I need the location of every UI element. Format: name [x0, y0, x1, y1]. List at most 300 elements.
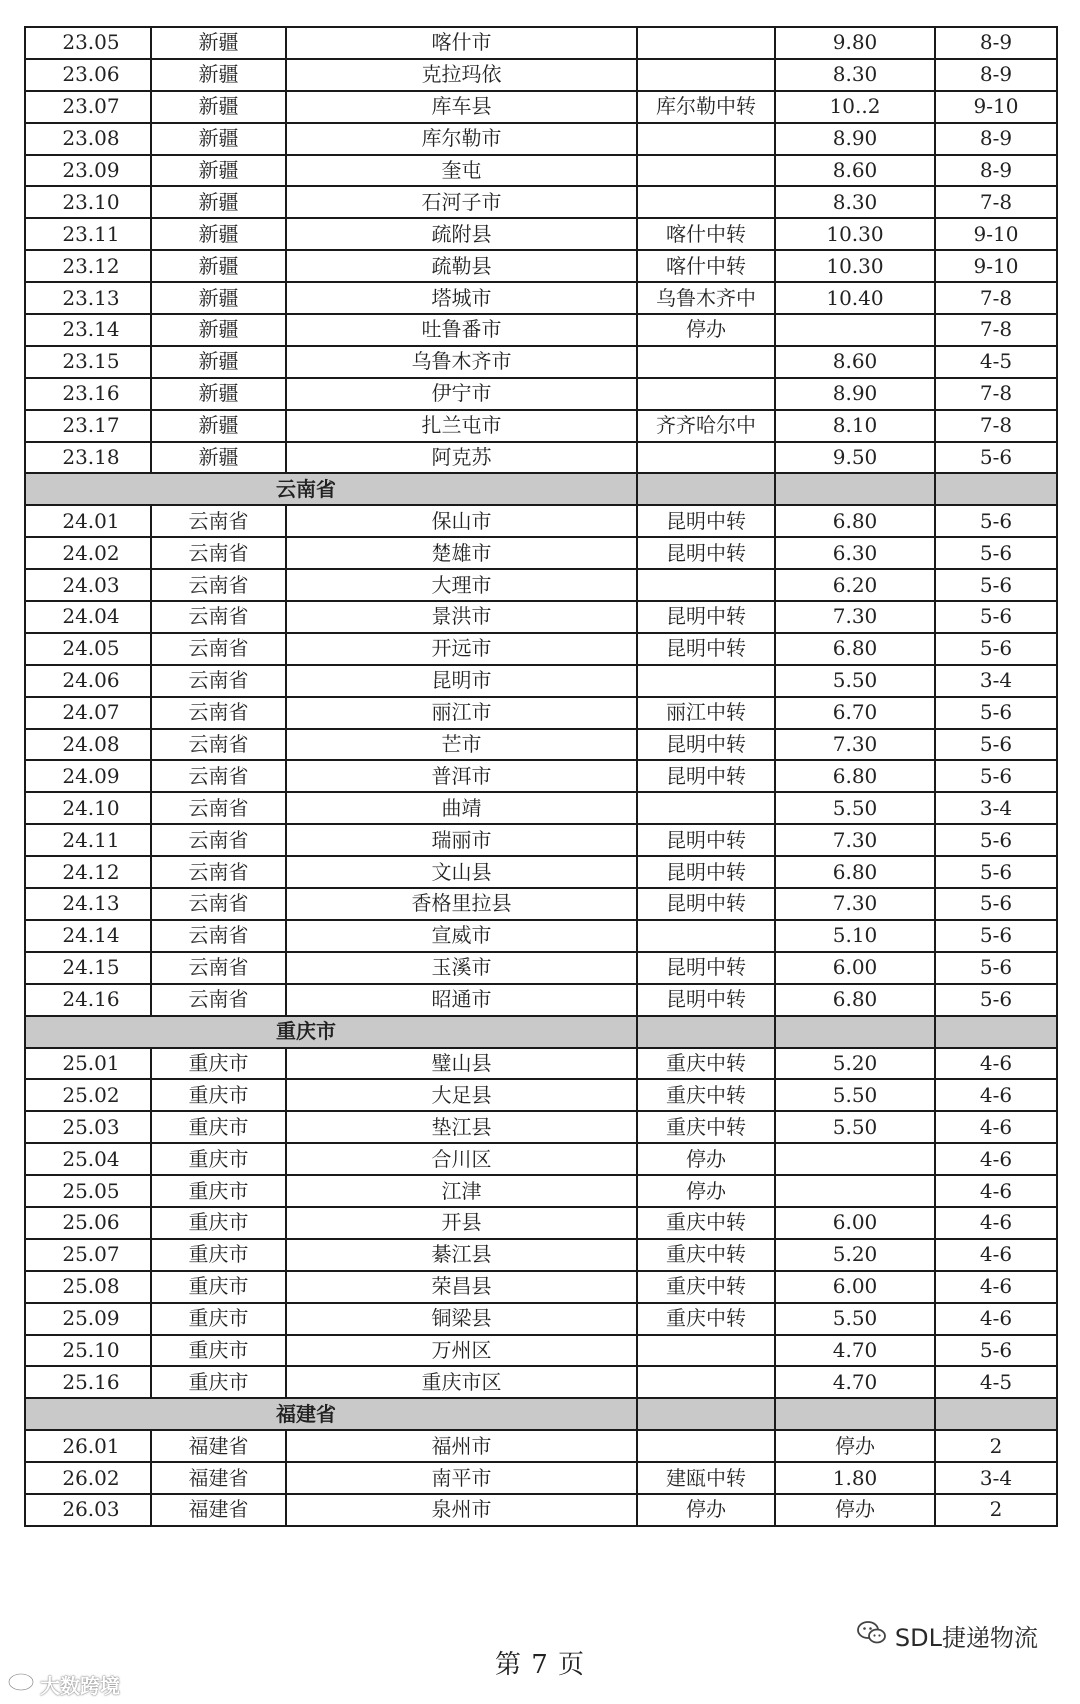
- city-cell: 丽江市: [286, 697, 637, 729]
- price-cell: 4.70: [775, 1366, 935, 1398]
- province-cell: 福建省: [151, 1494, 286, 1526]
- days-cell: 5-6: [935, 697, 1057, 729]
- transit-cell: [637, 1335, 775, 1367]
- province-cell: 新疆: [151, 186, 286, 218]
- code-cell: 24.08: [25, 729, 151, 761]
- city-cell: 芒市: [286, 729, 637, 761]
- transit-cell: 停办: [637, 1494, 775, 1526]
- transit-cell: 停办: [637, 1143, 775, 1175]
- province-cell: 重庆市: [151, 1111, 286, 1143]
- table-row: [25, 442, 1057, 474]
- code-cell: 24.07: [25, 697, 151, 729]
- code-cell: 24.04: [25, 601, 151, 633]
- province-cell: 新疆: [151, 250, 286, 282]
- table-row: [25, 1143, 1057, 1175]
- province-cell: 新疆: [151, 282, 286, 314]
- province-cell: 新疆: [151, 91, 286, 123]
- days-cell: 9-10: [935, 91, 1057, 123]
- transit-cell: 重庆中转: [637, 1111, 775, 1143]
- code-cell: 25.04: [25, 1143, 151, 1175]
- price-cell: 10.40: [775, 282, 935, 314]
- code-cell: 25.01: [25, 1048, 151, 1080]
- province-cell: 云南省: [151, 760, 286, 792]
- section-empty-cell: [775, 1016, 935, 1048]
- table-row: [25, 1048, 1057, 1080]
- section-header-row: [25, 1016, 1057, 1048]
- code-cell: 23.14: [25, 314, 151, 346]
- province-cell: 云南省: [151, 633, 286, 665]
- code-cell: 26.03: [25, 1494, 151, 1526]
- province-cell: 新疆: [151, 314, 286, 346]
- days-cell: 5-6: [935, 505, 1057, 537]
- province-cell: 重庆市: [151, 1048, 286, 1080]
- city-cell: 重庆市区: [286, 1366, 637, 1398]
- city-cell: 开县: [286, 1207, 637, 1239]
- code-cell: 25.10: [25, 1335, 151, 1367]
- city-cell: 吐鲁番市: [286, 314, 637, 346]
- price-cell: 6.70: [775, 697, 935, 729]
- code-cell: 25.02: [25, 1079, 151, 1111]
- code-cell: 25.05: [25, 1175, 151, 1207]
- price-cell: 7.30: [775, 824, 935, 856]
- transit-cell: 丽江中转: [637, 697, 775, 729]
- section-header-row: [25, 1398, 1057, 1430]
- days-cell: 9-10: [935, 250, 1057, 282]
- table-row: [25, 1271, 1057, 1303]
- code-cell: 23.16: [25, 378, 151, 410]
- days-cell: 4-6: [935, 1079, 1057, 1111]
- transit-cell: 停办: [637, 1175, 775, 1207]
- transit-cell: 昆明中转: [637, 601, 775, 633]
- days-cell: 5-6: [935, 760, 1057, 792]
- days-cell: 7-8: [935, 410, 1057, 442]
- city-cell: 合川区: [286, 1143, 637, 1175]
- table-row: [25, 1366, 1057, 1398]
- table-row: [25, 59, 1057, 91]
- days-cell: 9-10: [935, 218, 1057, 250]
- days-cell: 5-6: [935, 569, 1057, 601]
- code-cell: 23.07: [25, 91, 151, 123]
- days-cell: 5-6: [935, 856, 1057, 888]
- price-cell: 8.60: [775, 155, 935, 187]
- table-row: [25, 91, 1057, 123]
- transit-cell: [637, 27, 775, 59]
- price-cell: 5.50: [775, 665, 935, 697]
- province-cell: 重庆市: [151, 1271, 286, 1303]
- days-cell: 2: [935, 1494, 1057, 1526]
- days-cell: 5-6: [935, 729, 1057, 761]
- transit-cell: 库尔勒中转: [637, 91, 775, 123]
- province-cell: 新疆: [151, 346, 286, 378]
- transit-cell: 喀什中转: [637, 218, 775, 250]
- code-cell: 24.01: [25, 505, 151, 537]
- code-cell: 23.06: [25, 59, 151, 91]
- province-cell: 新疆: [151, 410, 286, 442]
- table-row: [25, 856, 1057, 888]
- code-cell: 24.11: [25, 824, 151, 856]
- table-row: [25, 888, 1057, 920]
- table-row: [25, 378, 1057, 410]
- table-row: [25, 1494, 1057, 1526]
- city-cell: 瑞丽市: [286, 824, 637, 856]
- table-row: [25, 1430, 1057, 1462]
- transit-cell: 重庆中转: [637, 1079, 775, 1111]
- city-cell: 大足县: [286, 1079, 637, 1111]
- province-cell: 重庆市: [151, 1239, 286, 1271]
- province-cell: 重庆市: [151, 1079, 286, 1111]
- city-cell: 大理市: [286, 569, 637, 601]
- transit-cell: 重庆中转: [637, 1303, 775, 1335]
- code-cell: 25.03: [25, 1111, 151, 1143]
- city-cell: 景洪市: [286, 601, 637, 633]
- price-cell: 9.50: [775, 442, 935, 474]
- days-cell: 3-4: [935, 665, 1057, 697]
- table-row: [25, 601, 1057, 633]
- watermark-left: [6, 1670, 120, 1699]
- transit-cell: [637, 1430, 775, 1462]
- wechat-icon: [857, 1620, 887, 1652]
- days-cell: 5-6: [935, 537, 1057, 569]
- days-cell: 4-6: [935, 1175, 1057, 1207]
- code-cell: 26.01: [25, 1430, 151, 1462]
- province-cell: 云南省: [151, 569, 286, 601]
- code-cell: 24.16: [25, 984, 151, 1016]
- transit-cell: 昆明中转: [637, 888, 775, 920]
- province-cell: 云南省: [151, 952, 286, 984]
- code-cell: 25.08: [25, 1271, 151, 1303]
- watermark-right-text: SDL捷递物流: [894, 1624, 1038, 1652]
- city-cell: 喀什市: [286, 27, 637, 59]
- city-cell: 福州市: [286, 1430, 637, 1462]
- code-cell: 23.05: [25, 27, 151, 59]
- table-row: [25, 984, 1057, 1016]
- table-row: [25, 314, 1057, 346]
- transit-cell: [637, 442, 775, 474]
- province-cell: 云南省: [151, 920, 286, 952]
- days-cell: 3-4: [935, 792, 1057, 824]
- code-cell: 23.11: [25, 218, 151, 250]
- days-cell: 4-6: [935, 1048, 1057, 1080]
- city-cell: 库车县: [286, 91, 637, 123]
- code-cell: 25.07: [25, 1239, 151, 1271]
- code-cell: 24.10: [25, 792, 151, 824]
- province-cell: 云南省: [151, 984, 286, 1016]
- price-cell: 5.50: [775, 792, 935, 824]
- transit-cell: 停办: [637, 314, 775, 346]
- city-cell: 开远市: [286, 633, 637, 665]
- price-cell: 1.80: [775, 1462, 935, 1494]
- transit-cell: 昆明中转: [637, 505, 775, 537]
- price-cell: 6.80: [775, 760, 935, 792]
- code-cell: 24.03: [25, 569, 151, 601]
- days-cell: 7-8: [935, 186, 1057, 218]
- transit-cell: 昆明中转: [637, 952, 775, 984]
- section-empty-cell: [775, 1398, 935, 1430]
- transit-cell: 昆明中转: [637, 984, 775, 1016]
- price-cell: [775, 314, 935, 346]
- table-row: [25, 282, 1057, 314]
- province-cell: 云南省: [151, 888, 286, 920]
- price-cell: 5.20: [775, 1239, 935, 1271]
- transit-cell: 乌鲁木齐中: [637, 282, 775, 314]
- price-cell: 6.80: [775, 505, 935, 537]
- city-cell: 扎兰屯市: [286, 410, 637, 442]
- days-cell: 4-6: [935, 1239, 1057, 1271]
- city-cell: 阿克苏: [286, 442, 637, 474]
- price-cell: 5.50: [775, 1111, 935, 1143]
- table-row: [25, 1303, 1057, 1335]
- code-cell: 24.14: [25, 920, 151, 952]
- price-cell: 9.80: [775, 27, 935, 59]
- code-cell: 23.15: [25, 346, 151, 378]
- days-cell: 8-9: [935, 123, 1057, 155]
- table-row: [25, 218, 1057, 250]
- province-cell: 新疆: [151, 378, 286, 410]
- city-cell: 璧山县: [286, 1048, 637, 1080]
- city-cell: 荣昌县: [286, 1271, 637, 1303]
- section-title: 云南省: [25, 473, 637, 505]
- section-empty-cell: [935, 1398, 1057, 1430]
- province-cell: 云南省: [151, 665, 286, 697]
- price-cell: 4.70: [775, 1335, 935, 1367]
- province-cell: 云南省: [151, 824, 286, 856]
- section-empty-cell: [935, 1016, 1057, 1048]
- city-cell: 綦江县: [286, 1239, 637, 1271]
- days-cell: 8-9: [935, 27, 1057, 59]
- days-cell: 3-4: [935, 1462, 1057, 1494]
- table-row: [25, 792, 1057, 824]
- province-cell: 云南省: [151, 792, 286, 824]
- price-cell: 10..2: [775, 91, 935, 123]
- section-empty-cell: [637, 473, 775, 505]
- code-cell: 24.05: [25, 633, 151, 665]
- transit-cell: 昆明中转: [637, 633, 775, 665]
- table-row: [25, 155, 1057, 187]
- code-cell: 26.02: [25, 1462, 151, 1494]
- province-cell: 重庆市: [151, 1303, 286, 1335]
- transit-cell: 齐齐哈尔中: [637, 410, 775, 442]
- code-cell: 23.12: [25, 250, 151, 282]
- days-cell: 5-6: [935, 824, 1057, 856]
- province-cell: 新疆: [151, 27, 286, 59]
- province-cell: 重庆市: [151, 1335, 286, 1367]
- price-cell: 8.60: [775, 346, 935, 378]
- transit-cell: [637, 378, 775, 410]
- code-cell: 25.06: [25, 1207, 151, 1239]
- rate-table-body: [25, 27, 1057, 1526]
- transit-cell: 昆明中转: [637, 824, 775, 856]
- code-cell: 23.09: [25, 155, 151, 187]
- table-row: [25, 410, 1057, 442]
- code-cell: 23.08: [25, 123, 151, 155]
- table-row: [25, 27, 1057, 59]
- price-cell: 6.00: [775, 1271, 935, 1303]
- days-cell: 8-9: [935, 59, 1057, 91]
- price-cell: 6.80: [775, 633, 935, 665]
- price-cell: 6.80: [775, 984, 935, 1016]
- province-cell: 新疆: [151, 123, 286, 155]
- transit-cell: 昆明中转: [637, 856, 775, 888]
- code-cell: 24.09: [25, 760, 151, 792]
- days-cell: 5-6: [935, 888, 1057, 920]
- price-cell: 5.10: [775, 920, 935, 952]
- days-cell: 4-6: [935, 1303, 1057, 1335]
- transit-cell: 昆明中转: [637, 537, 775, 569]
- table-row: [25, 729, 1057, 761]
- transit-cell: [637, 346, 775, 378]
- price-cell: 10.30: [775, 218, 935, 250]
- days-cell: 4-5: [935, 346, 1057, 378]
- days-cell: 5-6: [935, 920, 1057, 952]
- table-row: [25, 920, 1057, 952]
- section-title: 福建省: [25, 1398, 637, 1430]
- code-cell: 24.02: [25, 537, 151, 569]
- code-cell: 25.09: [25, 1303, 151, 1335]
- province-cell: 云南省: [151, 729, 286, 761]
- city-cell: 香格里拉县: [286, 888, 637, 920]
- code-cell: 24.15: [25, 952, 151, 984]
- city-cell: 宣威市: [286, 920, 637, 952]
- transit-cell: [637, 665, 775, 697]
- table-row: [25, 346, 1057, 378]
- transit-cell: 重庆中转: [637, 1048, 775, 1080]
- table-row: [25, 186, 1057, 218]
- weibo-eye-icon: [6, 1671, 36, 1698]
- province-cell: 新疆: [151, 442, 286, 474]
- table-row: [25, 1462, 1057, 1494]
- table-row: [25, 1239, 1057, 1271]
- code-cell: 23.10: [25, 186, 151, 218]
- table-row: [25, 1175, 1057, 1207]
- province-cell: 新疆: [151, 59, 286, 91]
- code-cell: 23.13: [25, 282, 151, 314]
- days-cell: 5-6: [935, 601, 1057, 633]
- table-row: [25, 537, 1057, 569]
- days-cell: 2: [935, 1430, 1057, 1462]
- price-cell: [775, 1175, 935, 1207]
- city-cell: 普洱市: [286, 760, 637, 792]
- watermark-right: [857, 1618, 1038, 1653]
- city-cell: 江津: [286, 1175, 637, 1207]
- city-cell: 文山县: [286, 856, 637, 888]
- province-cell: 云南省: [151, 537, 286, 569]
- province-cell: 新疆: [151, 155, 286, 187]
- price-cell: 6.80: [775, 856, 935, 888]
- days-cell: 7-8: [935, 282, 1057, 314]
- price-cell: 8.30: [775, 59, 935, 91]
- days-cell: 4-6: [935, 1271, 1057, 1303]
- price-cell: 6.00: [775, 952, 935, 984]
- city-cell: 铜梁县: [286, 1303, 637, 1335]
- transit-cell: 喀什中转: [637, 250, 775, 282]
- table-row: [25, 697, 1057, 729]
- city-cell: 克拉玛依: [286, 59, 637, 91]
- price-cell: 5.50: [775, 1303, 935, 1335]
- transit-cell: 重庆中转: [637, 1207, 775, 1239]
- days-cell: 5-6: [935, 442, 1057, 474]
- days-cell: 5-6: [935, 1335, 1057, 1367]
- city-cell: 石河子市: [286, 186, 637, 218]
- city-cell: 乌鲁木齐市: [286, 346, 637, 378]
- transit-cell: 重庆中转: [637, 1239, 775, 1271]
- price-cell: 停办: [775, 1430, 935, 1462]
- table-row: [25, 760, 1057, 792]
- table-row: [25, 505, 1057, 537]
- watermark-left-text: 大数跨境: [40, 1674, 120, 1698]
- city-cell: 库尔勒市: [286, 123, 637, 155]
- price-cell: 6.00: [775, 1207, 935, 1239]
- table-row: [25, 665, 1057, 697]
- city-cell: 泉州市: [286, 1494, 637, 1526]
- code-cell: 24.12: [25, 856, 151, 888]
- province-cell: 重庆市: [151, 1143, 286, 1175]
- table-row: [25, 1335, 1057, 1367]
- table-row: [25, 952, 1057, 984]
- section-title: 重庆市: [25, 1016, 637, 1048]
- days-cell: 4-6: [935, 1111, 1057, 1143]
- days-cell: 5-6: [935, 952, 1057, 984]
- transit-cell: 重庆中转: [637, 1271, 775, 1303]
- province-cell: 云南省: [151, 601, 286, 633]
- transit-cell: 昆明中转: [637, 760, 775, 792]
- table-row: [25, 1079, 1057, 1111]
- transit-cell: [637, 186, 775, 218]
- price-cell: [775, 1143, 935, 1175]
- price-cell: 停办: [775, 1494, 935, 1526]
- price-cell: 10.30: [775, 250, 935, 282]
- section-empty-cell: [637, 1016, 775, 1048]
- transit-cell: [637, 1366, 775, 1398]
- city-cell: 昆明市: [286, 665, 637, 697]
- province-cell: 新疆: [151, 218, 286, 250]
- price-cell: 8.90: [775, 378, 935, 410]
- city-cell: 奎屯: [286, 155, 637, 187]
- price-cell: 5.20: [775, 1048, 935, 1080]
- code-cell: 24.06: [25, 665, 151, 697]
- city-cell: 玉溪市: [286, 952, 637, 984]
- transit-cell: [637, 123, 775, 155]
- city-cell: 万州区: [286, 1335, 637, 1367]
- province-cell: 福建省: [151, 1462, 286, 1494]
- table-row: [25, 824, 1057, 856]
- province-cell: 云南省: [151, 505, 286, 537]
- city-cell: 疏勒县: [286, 250, 637, 282]
- days-cell: 5-6: [935, 633, 1057, 665]
- days-cell: 7-8: [935, 314, 1057, 346]
- price-cell: 8.30: [775, 186, 935, 218]
- days-cell: 8-9: [935, 155, 1057, 187]
- page-number: 第 7 页: [494, 1650, 586, 1680]
- code-cell: 23.18: [25, 442, 151, 474]
- city-cell: 塔城市: [286, 282, 637, 314]
- table-row: [25, 1111, 1057, 1143]
- section-empty-cell: [775, 473, 935, 505]
- days-cell: 4-6: [935, 1143, 1057, 1175]
- city-cell: 楚雄市: [286, 537, 637, 569]
- province-cell: 重庆市: [151, 1175, 286, 1207]
- code-cell: 23.17: [25, 410, 151, 442]
- transit-cell: 昆明中转: [637, 729, 775, 761]
- province-cell: 重庆市: [151, 1207, 286, 1239]
- transit-cell: [637, 792, 775, 824]
- table-row: [25, 1207, 1057, 1239]
- code-cell: 25.16: [25, 1366, 151, 1398]
- days-cell: 4-6: [935, 1207, 1057, 1239]
- transit-cell: [637, 155, 775, 187]
- price-cell: 6.20: [775, 569, 935, 601]
- province-cell: 云南省: [151, 856, 286, 888]
- code-cell: 24.13: [25, 888, 151, 920]
